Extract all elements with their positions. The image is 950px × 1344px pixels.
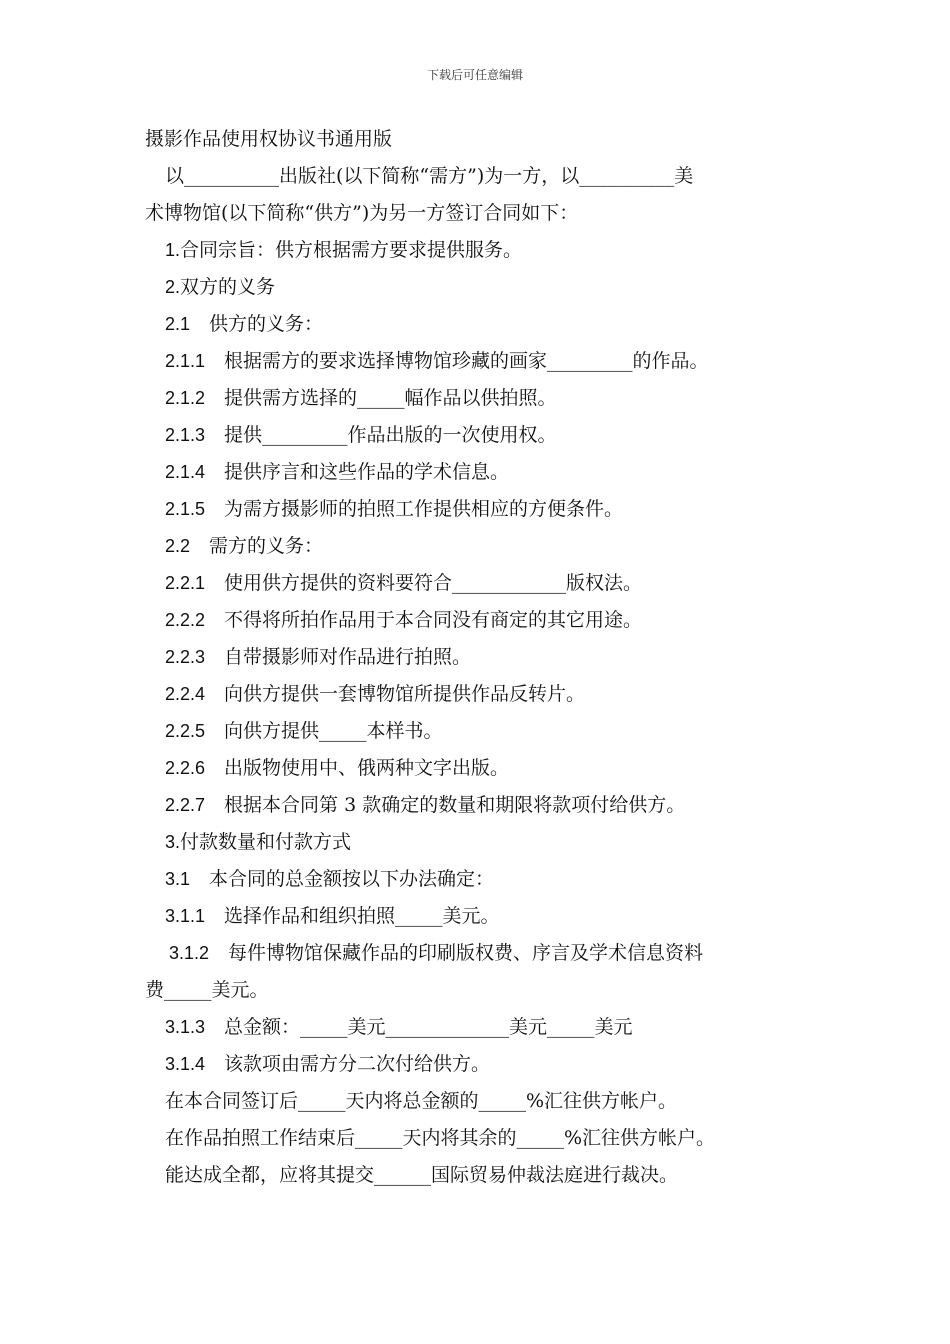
clause-number: 2.2.3 <box>165 647 206 667</box>
clause-number: 2.2.6 <box>165 758 206 778</box>
clause-number: 2.2.4 <box>165 684 206 704</box>
clause-number: 2.1.5 <box>165 499 206 519</box>
clause-2 <box>145 269 810 306</box>
clause-3-1-2-line-2: 费_____美元。 <box>145 979 269 1001</box>
clause-2-1 <box>145 306 810 343</box>
clause-text: 付款数量和付款方式 <box>180 831 352 853</box>
clause-text: 每件博物馆保藏作品的印刷版权费、序言及学术信息资料 <box>209 942 704 964</box>
clause-text: 出版物使用中、俄两种文字出版。 <box>205 757 510 779</box>
clause-3-1-3 <box>145 1009 810 1046</box>
clause-text: 向供方提供一套博物馆所提供作品反转片。 <box>205 683 586 705</box>
clause-text: 根据本合同第 3 款确定的数量和期限将款项付给供方。 <box>205 794 686 816</box>
clause-number: 2.1.1 <box>165 351 206 371</box>
clause-3-1-1 <box>145 898 810 935</box>
clause-text: 需方的义务： <box>190 535 324 557</box>
payment-line-1: 在本合同签订后_____天内将总金额的_____%汇往供方帐户。 <box>165 1090 678 1112</box>
clause-2-2-6 <box>145 750 810 787</box>
clause-2-1-4 <box>145 454 810 491</box>
clause-number: 2.2.5 <box>165 721 206 741</box>
clause-text: 总金额：_____美元_____________美元_____美元 <box>205 1016 633 1038</box>
payment-line-2: 在作品拍照工作结束后_____天内将其余的_____%汇往供方帐户。 <box>165 1127 716 1149</box>
clause-2-1-1 <box>145 343 810 380</box>
page-header-note: 下载后可任意编辑 <box>426 68 523 82</box>
intro-line-2: 术博物馆(以下简称“供方”)为另一方签订合同如下： <box>145 202 579 224</box>
clause-number: 2.2 <box>165 536 191 556</box>
clause-3 <box>145 824 810 861</box>
clause-number: 1. <box>165 240 181 260</box>
clause-text: 不得将所拍作品用于本合同没有商定的其它用途。 <box>205 609 643 631</box>
clause-2-2-2 <box>145 602 810 639</box>
clause-3-1-4 <box>145 1046 810 1083</box>
clause-number: 3.1.3 <box>165 1017 206 1037</box>
clause-3-1 <box>145 861 810 898</box>
document-title: 摄影作品使用权协议书通用版 <box>145 128 393 150</box>
clause-number: 2.1.4 <box>165 462 206 482</box>
clause-number: 2.2.7 <box>165 795 206 815</box>
clause-2-2-3 <box>145 639 810 676</box>
clause-number: 3.1.2 <box>169 943 210 963</box>
clause-2-1-2 <box>145 380 810 417</box>
clause-number: 2.2.1 <box>165 573 206 593</box>
clause-3-1-2-line-1 <box>145 935 810 972</box>
clause-text: 自带摄影师对作品进行拍照。 <box>205 646 472 668</box>
clause-text: 提供序言和这些作品的学术信息。 <box>205 461 510 483</box>
clause-number: 3.1.1 <box>165 906 206 926</box>
intro-line-1: 以__________出版社(以下简称“需方”)为一方，以__________美 <box>165 165 694 187</box>
clause-2-1-3 <box>145 417 810 454</box>
clause-number: 3. <box>165 832 181 852</box>
document-body <box>145 121 810 1194</box>
clause-text: 该款项由需方分二次付给供方。 <box>205 1053 491 1075</box>
clause-text: 双方的义务 <box>180 276 276 298</box>
clause-text: 使用供方提供的资料要符合____________版权法。 <box>205 572 643 594</box>
clause-2-2-5 <box>145 713 810 750</box>
clause-text: 为需方摄影师的拍照工作提供相应的方便条件。 <box>205 498 624 520</box>
clause-text: 提供需方选择的_____幅作品以供拍照。 <box>205 387 557 409</box>
clause-2-2-1 <box>145 565 810 602</box>
clause-2-2-7 <box>145 787 810 824</box>
clause-number: 2.2.2 <box>165 610 206 630</box>
clause-number: 2. <box>165 277 181 297</box>
clause-number: 2.1.2 <box>165 388 206 408</box>
clause-number: 3.1.4 <box>165 1054 206 1074</box>
payment-line-3: 能达成全都，应将其提交______国际贸易仲裁法庭进行裁决。 <box>165 1164 679 1186</box>
clause-text: 本合同的总金额按以下办法确定： <box>190 868 495 890</box>
clause-number: 2.1 <box>165 314 191 334</box>
clause-text: 提供_________作品出版的一次使用权。 <box>205 424 557 446</box>
clause-2-2 <box>145 528 810 565</box>
clause-text: 根据需方的要求选择博物馆珍藏的画家_________的作品。 <box>205 350 709 372</box>
clause-text: 向供方提供_____本样书。 <box>205 720 443 742</box>
clause-text: 合同宗旨：供方根据需方要求提供服务。 <box>180 239 523 261</box>
clause-2-1-5 <box>145 491 810 528</box>
clause-text: 供方的义务： <box>190 313 324 335</box>
clause-2-2-4 <box>145 676 810 713</box>
clause-1 <box>145 232 810 269</box>
clause-number: 3.1 <box>165 869 191 889</box>
clause-number: 2.1.3 <box>165 425 206 445</box>
clause-text: 选择作品和组织拍照_____美元。 <box>205 905 500 927</box>
